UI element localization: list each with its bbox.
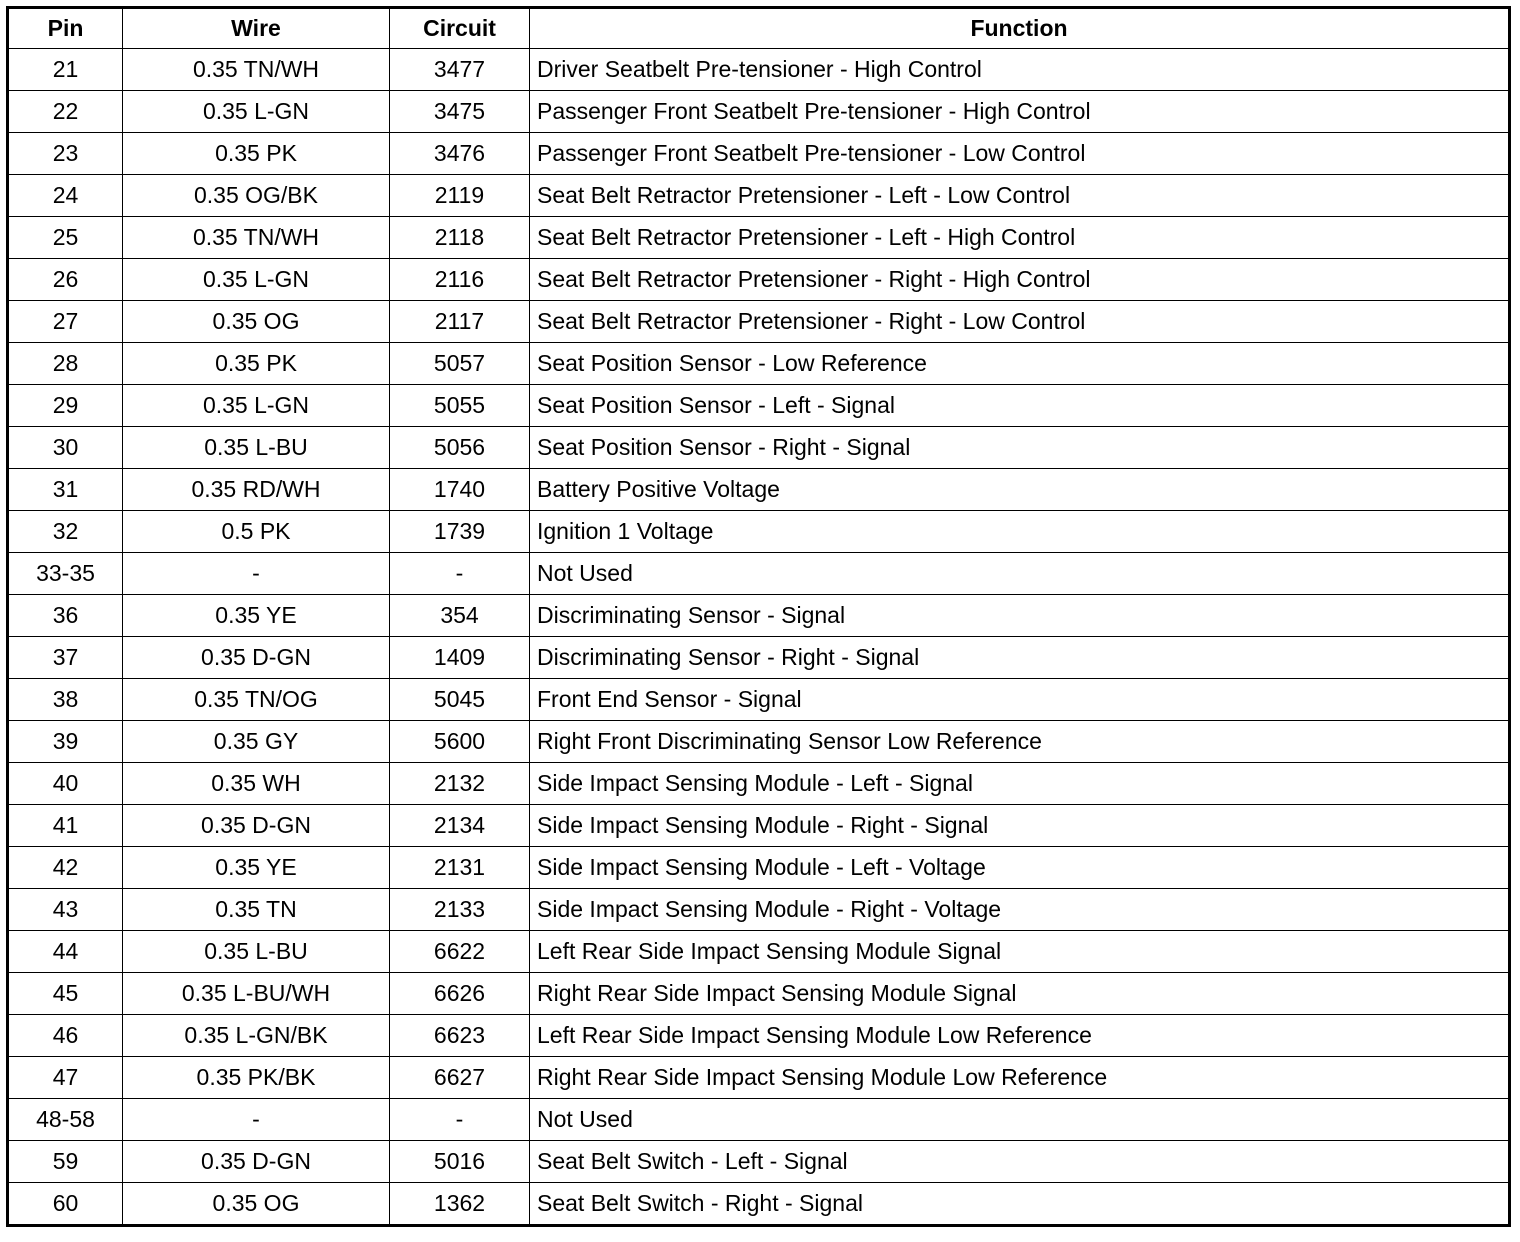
function-cell: Driver Seatbelt Pre-tensioner - High Control [530, 49, 1510, 91]
wire-cell: 0.35 YE [123, 595, 390, 637]
pin-cell: 27 [8, 301, 123, 343]
circuit-cell: 6623 [390, 1015, 530, 1057]
wire-cell: - [123, 553, 390, 595]
wire-cell: - [123, 1099, 390, 1141]
wire-cell: 0.35 L-GN/BK [123, 1015, 390, 1057]
wire-cell: 0.35 D-GN [123, 637, 390, 679]
pin-cell: 60 [8, 1183, 123, 1226]
table-row [8, 1057, 1510, 1099]
table-body [8, 49, 1510, 1226]
pin-cell: 41 [8, 805, 123, 847]
function-cell: Side Impact Sensing Module - Right - Voltage [530, 889, 1510, 931]
function-cell: Side Impact Sensing Module - Left - Signal [530, 763, 1510, 805]
function-cell: Seat Belt Retractor Pretensioner - Left - High Control [530, 217, 1510, 259]
table-row [8, 931, 1510, 973]
pin-cell: 33-35 [8, 553, 123, 595]
pin-cell: 47 [8, 1057, 123, 1099]
pin-cell: 45 [8, 973, 123, 1015]
wire-cell: 0.35 D-GN [123, 1141, 390, 1183]
circuit-cell: - [390, 553, 530, 595]
pin-cell: 22 [8, 91, 123, 133]
circuit-cell: 5016 [390, 1141, 530, 1183]
circuit-cell: 5057 [390, 343, 530, 385]
circuit-cell: - [390, 1099, 530, 1141]
wire-cell: 0.35 L-GN [123, 91, 390, 133]
connector-pinout-table [6, 6, 1511, 1227]
circuit-cell: 6622 [390, 931, 530, 973]
circuit-cell: 5045 [390, 679, 530, 721]
table-row [8, 175, 1510, 217]
pin-cell: 38 [8, 679, 123, 721]
function-cell: Seat Belt Retractor Pretensioner - Left - Low Control [530, 175, 1510, 217]
wire-cell: 0.35 PK/BK [123, 1057, 390, 1099]
wire-cell: 0.35 L-GN [123, 385, 390, 427]
pin-cell: 46 [8, 1015, 123, 1057]
circuit-cell: 3476 [390, 133, 530, 175]
table-row [8, 847, 1510, 889]
circuit-cell: 354 [390, 595, 530, 637]
circuit-cell: 2131 [390, 847, 530, 889]
pin-cell: 39 [8, 721, 123, 763]
pin-cell: 31 [8, 469, 123, 511]
wire-cell: 0.35 L-GN [123, 259, 390, 301]
circuit-cell: 5055 [390, 385, 530, 427]
pin-cell: 29 [8, 385, 123, 427]
pin-cell: 36 [8, 595, 123, 637]
wire-cell: 0.35 YE [123, 847, 390, 889]
function-cell: Ignition 1 Voltage [530, 511, 1510, 553]
table-row [8, 595, 1510, 637]
table-row [8, 553, 1510, 595]
table-row [8, 343, 1510, 385]
table-row [8, 721, 1510, 763]
circuit-cell: 2134 [390, 805, 530, 847]
pin-cell: 37 [8, 637, 123, 679]
circuit-cell: 5600 [390, 721, 530, 763]
table-row [8, 889, 1510, 931]
circuit-cell: 6627 [390, 1057, 530, 1099]
table-header-row [8, 8, 1510, 49]
pin-cell: 23 [8, 133, 123, 175]
function-cell: Seat Position Sensor - Right - Signal [530, 427, 1510, 469]
wire-cell: 0.35 L-BU/WH [123, 973, 390, 1015]
function-cell: Left Rear Side Impact Sensing Module Signal [530, 931, 1510, 973]
pin-cell: 25 [8, 217, 123, 259]
function-cell: Discriminating Sensor - Signal [530, 595, 1510, 637]
table-row [8, 91, 1510, 133]
table-row [8, 1183, 1510, 1226]
pin-cell: 28 [8, 343, 123, 385]
wire-cell: 0.35 OG/BK [123, 175, 390, 217]
function-cell: Passenger Front Seatbelt Pre-tensioner - Low Control [530, 133, 1510, 175]
circuit-cell: 2118 [390, 217, 530, 259]
table-row [8, 469, 1510, 511]
function-cell: Left Rear Side Impact Sensing Module Low Reference [530, 1015, 1510, 1057]
function-cell: Seat Belt Switch - Right - Signal [530, 1183, 1510, 1226]
function-cell: Side Impact Sensing Module - Left - Voltage [530, 847, 1510, 889]
header-pin: Pin [8, 8, 123, 49]
header-wire: Wire [123, 8, 390, 49]
circuit-cell: 1362 [390, 1183, 530, 1226]
wire-cell: 0.35 WH [123, 763, 390, 805]
circuit-cell: 2132 [390, 763, 530, 805]
wire-cell: 0.35 OG [123, 301, 390, 343]
table-row [8, 511, 1510, 553]
pin-cell: 59 [8, 1141, 123, 1183]
wire-cell: 0.35 D-GN [123, 805, 390, 847]
table-row [8, 973, 1510, 1015]
function-cell: Front End Sensor - Signal [530, 679, 1510, 721]
function-cell: Battery Positive Voltage [530, 469, 1510, 511]
circuit-cell: 2117 [390, 301, 530, 343]
function-cell: Right Front Discriminating Sensor Low Reference [530, 721, 1510, 763]
table-row [8, 133, 1510, 175]
table-row [8, 1015, 1510, 1057]
table-row [8, 49, 1510, 91]
function-cell: Right Rear Side Impact Sensing Module Low Reference [530, 1057, 1510, 1099]
function-cell: Right Rear Side Impact Sensing Module Signal [530, 973, 1510, 1015]
function-cell: Seat Belt Retractor Pretensioner - Right - High Control [530, 259, 1510, 301]
function-cell: Discriminating Sensor - Right - Signal [530, 637, 1510, 679]
circuit-cell: 3475 [390, 91, 530, 133]
table-row [8, 1099, 1510, 1141]
pin-cell: 42 [8, 847, 123, 889]
wire-cell: 0.35 TN/WH [123, 49, 390, 91]
wire-cell: 0.35 RD/WH [123, 469, 390, 511]
table-row [8, 217, 1510, 259]
table-row [8, 679, 1510, 721]
function-cell: Passenger Front Seatbelt Pre-tensioner - High Control [530, 91, 1510, 133]
pin-cell: 21 [8, 49, 123, 91]
circuit-cell: 3477 [390, 49, 530, 91]
circuit-cell: 6626 [390, 973, 530, 1015]
table-row [8, 763, 1510, 805]
function-cell: Seat Position Sensor - Left - Signal [530, 385, 1510, 427]
function-cell: Not Used [530, 553, 1510, 595]
wire-cell: 0.35 GY [123, 721, 390, 763]
wire-cell: 0.35 TN/OG [123, 679, 390, 721]
circuit-cell: 1740 [390, 469, 530, 511]
wire-cell: 0.35 L-BU [123, 931, 390, 973]
function-cell: Seat Belt Retractor Pretensioner - Right - Low Control [530, 301, 1510, 343]
table-row [8, 637, 1510, 679]
table-row [8, 1141, 1510, 1183]
circuit-cell: 2119 [390, 175, 530, 217]
wire-cell: 0.35 OG [123, 1183, 390, 1226]
wire-cell: 0.35 PK [123, 343, 390, 385]
table-row [8, 385, 1510, 427]
pin-cell: 24 [8, 175, 123, 217]
circuit-cell: 1409 [390, 637, 530, 679]
function-cell: Seat Belt Switch - Left - Signal [530, 1141, 1510, 1183]
function-cell: Not Used [530, 1099, 1510, 1141]
wire-cell: 0.5 PK [123, 511, 390, 553]
wire-cell: 0.35 TN/WH [123, 217, 390, 259]
wire-cell: 0.35 PK [123, 133, 390, 175]
circuit-cell: 2133 [390, 889, 530, 931]
function-cell: Seat Position Sensor - Low Reference [530, 343, 1510, 385]
pin-cell: 44 [8, 931, 123, 973]
circuit-cell: 5056 [390, 427, 530, 469]
wire-cell: 0.35 L-BU [123, 427, 390, 469]
table-row [8, 805, 1510, 847]
wire-cell: 0.35 TN [123, 889, 390, 931]
circuit-cell: 2116 [390, 259, 530, 301]
table-row [8, 259, 1510, 301]
table-row [8, 301, 1510, 343]
circuit-cell: 1739 [390, 511, 530, 553]
pin-cell: 43 [8, 889, 123, 931]
pin-cell: 40 [8, 763, 123, 805]
header-function: Function [530, 8, 1510, 49]
pin-cell: 26 [8, 259, 123, 301]
header-circuit: Circuit [390, 8, 530, 49]
pin-cell: 48-58 [8, 1099, 123, 1141]
pin-cell: 32 [8, 511, 123, 553]
pin-cell: 30 [8, 427, 123, 469]
table-row [8, 427, 1510, 469]
function-cell: Side Impact Sensing Module - Right - Signal [530, 805, 1510, 847]
